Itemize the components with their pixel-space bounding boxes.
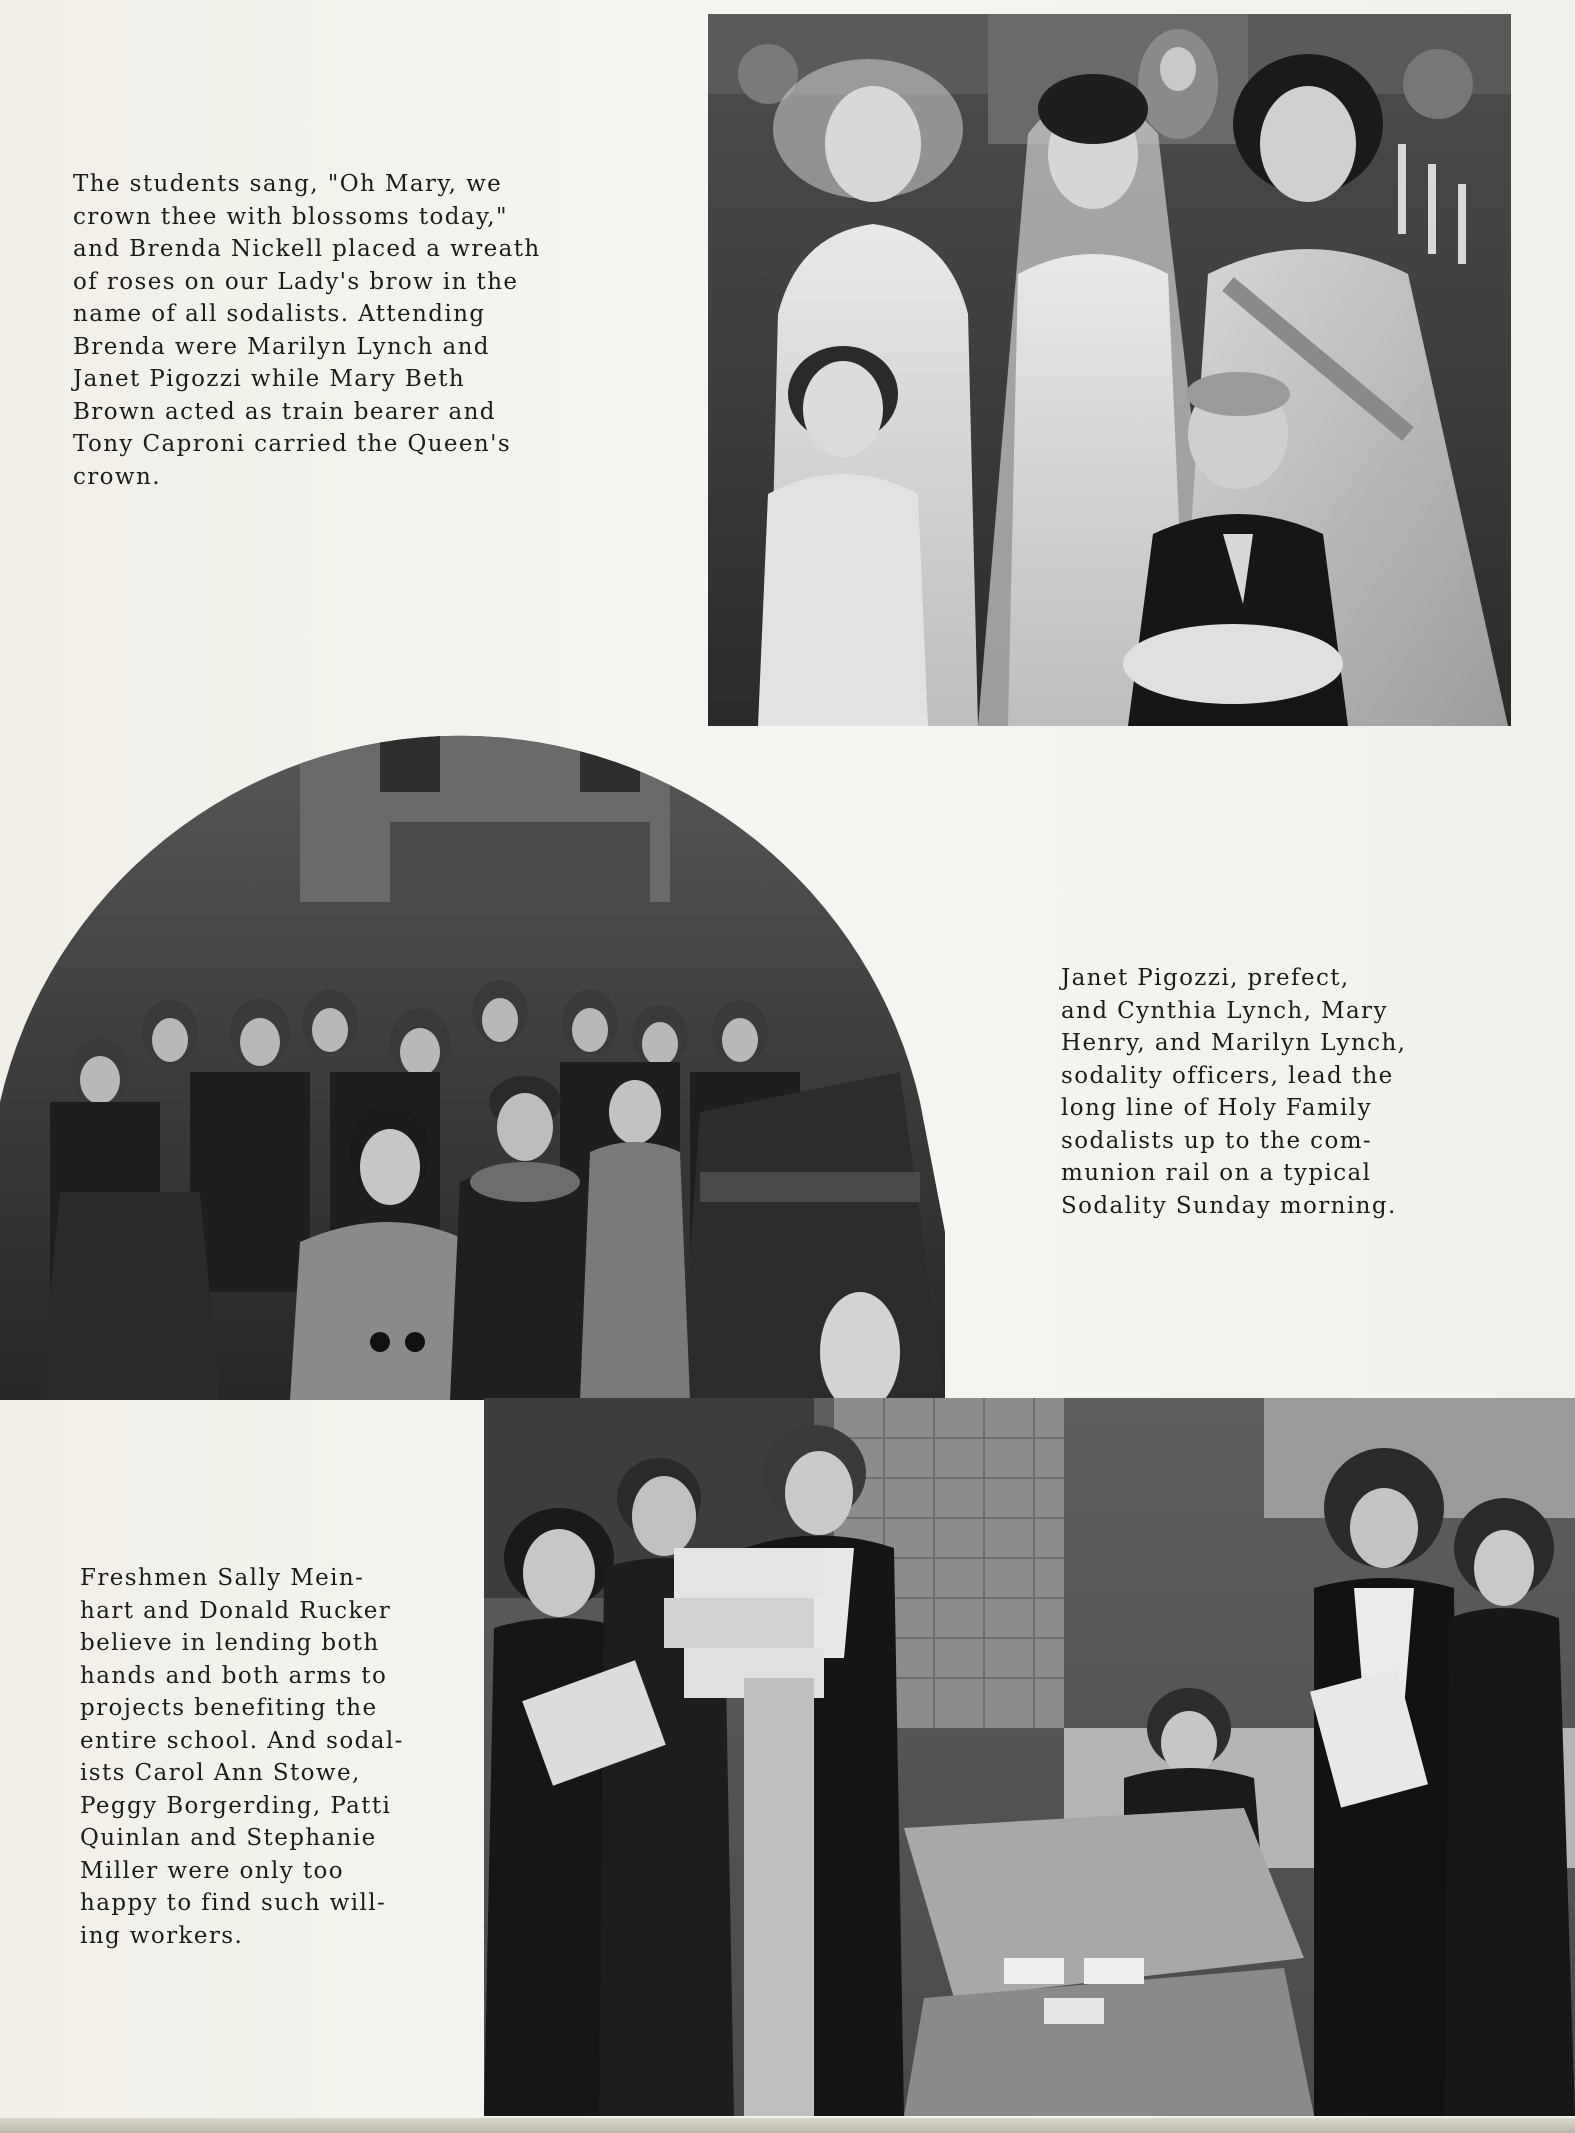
caption-line: Janet Pigozzi, prefect, — [1061, 965, 1350, 991]
caption-line: The students sang, "Oh Mary, we — [73, 171, 503, 197]
caption-line: name of all sodalists. Attending — [73, 301, 486, 327]
communion-line-illustration — [0, 672, 945, 1400]
caption-line: entire school. And sodal- — [80, 1727, 404, 1754]
photo-sodalist-workers — [484, 1398, 1575, 2116]
caption-line: Peggy Borgerding, Patti — [80, 1792, 392, 1819]
caption-line: Sodality Sunday morning. — [1061, 1192, 1397, 1219]
caption-workers — [80, 1562, 404, 1952]
caption-line: crown thee with blossoms today," — [73, 203, 508, 230]
caption-line: of roses on our Lady's brow in the — [73, 268, 519, 295]
caption-line: believe in lending both — [80, 1630, 380, 1656]
sodalist-workers-illustration — [484, 1398, 1575, 2116]
caption-line: Tony Caproni carried the Queen's — [73, 431, 512, 457]
caption-line: sodalists up to the com- — [1061, 1127, 1373, 1154]
caption-line: Brown acted as train bearer and — [73, 398, 496, 425]
caption-crowning — [73, 168, 541, 493]
caption-line: happy to find such will- — [80, 1890, 387, 1916]
caption-line: projects benefiting the — [80, 1695, 378, 1721]
caption-communion — [1061, 962, 1406, 1222]
may-crowning-illustration — [708, 14, 1511, 726]
caption-line: munion rail on a typical — [1061, 1160, 1372, 1186]
caption-line: ists Carol Ann Stowe, — [80, 1760, 361, 1786]
caption-line: hands and both arms to — [80, 1662, 388, 1689]
caption-line: Freshmen Sally Mein- — [80, 1565, 365, 1591]
photo-communion-line — [0, 672, 945, 1400]
caption-line: Quinlan and Stephanie — [80, 1825, 377, 1851]
caption-line: ing workers. — [80, 1922, 244, 1949]
caption-line: crown. — [73, 463, 161, 490]
caption-line: Janet Pigozzi while Mary Beth — [73, 366, 466, 392]
page-bottom-edge — [0, 2118, 1575, 2133]
caption-line: Henry, and Marilyn Lynch, — [1061, 1030, 1407, 1056]
caption-line: and Cynthia Lynch, Mary — [1061, 997, 1388, 1024]
caption-line: Miller were only too — [80, 1857, 345, 1884]
caption-line: long line of Holy Family — [1061, 1095, 1372, 1121]
caption-line: sodality officers, lead the — [1061, 1062, 1394, 1089]
caption-line: hart and Donald Rucker — [80, 1597, 392, 1624]
caption-line: and Brenda Nickell placed a wreath — [73, 236, 541, 262]
caption-line: Brenda were Marilyn Lynch and — [73, 333, 490, 360]
photo-may-crowning — [708, 14, 1511, 726]
